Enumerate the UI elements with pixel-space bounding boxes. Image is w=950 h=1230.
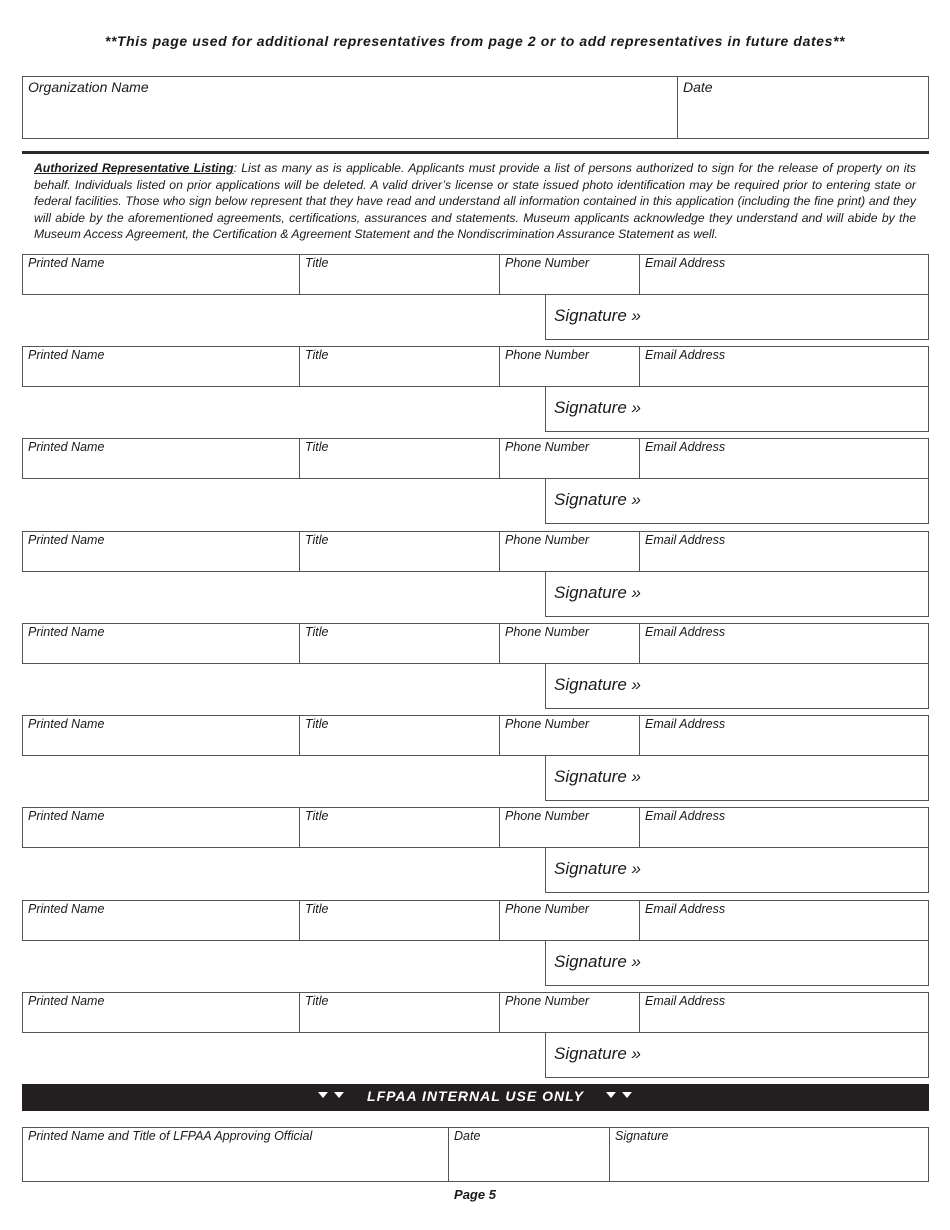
title-label: Title [305,440,329,454]
signature-field[interactable] [545,294,929,340]
printed-name-field[interactable] [22,346,300,387]
signature-field[interactable] [545,478,929,524]
title-label: Title [305,809,329,823]
title-field[interactable] [299,623,500,664]
printed-name-label: Printed Name [28,348,105,362]
phone-number-label: Phone Number [505,994,590,1008]
title-label: Title [305,348,329,362]
phone-number-field[interactable] [499,254,640,295]
printed-name-field[interactable] [22,807,300,848]
signature-label: Signature » [554,306,641,325]
printed-name-label: Printed Name [28,902,105,916]
email-address-field[interactable] [639,900,929,941]
printed-name-label: Printed Name [28,625,105,639]
email-address-label: Email Address [645,348,726,362]
title-label: Title [305,256,329,270]
internal-signature-field[interactable] [609,1127,929,1182]
title-label: Title [305,533,329,547]
internal-date-field[interactable] [448,1127,610,1182]
email-address-field[interactable] [639,807,929,848]
signature-label: Signature » [554,675,641,694]
email-address-label: Email Address [645,717,726,731]
date-field[interactable] [677,76,929,139]
email-address-label: Email Address [645,902,726,916]
signature-label: Signature » [554,583,641,602]
title-field[interactable] [299,807,500,848]
printed-name-label: Printed Name [28,809,105,823]
printed-name-field[interactable] [22,254,300,295]
title-field[interactable] [299,254,500,295]
organization-name-field[interactable] [22,76,678,139]
approving-official-label: Printed Name and Title of LFPAA Approving Official [28,1129,313,1143]
email-address-label: Email Address [645,256,726,270]
phone-number-label: Phone Number [505,625,590,639]
email-address-field[interactable] [639,992,929,1033]
email-address-label: Email Address [645,625,726,639]
internal-use-bar [22,1084,929,1111]
title-field[interactable] [299,715,500,756]
printed-name-label: Printed Name [28,440,105,454]
phone-number-field[interactable] [499,715,640,756]
phone-number-field[interactable] [499,346,640,387]
listing-text: : List as many as is applicable. Applicants must provide a list of persons authorized to sign for the release of property on its behalf. Individuals listed on prior applications will be deleted. A valid driver’s license or state issued photo identification may be required prior to entering state or federal facilities. Those who sign below represent that they have read and understand all information contained in this application (including the fine print) and they will abide by the aforementioned agreements, certifications, assurances and statements. Museum applicants acknowledge they understand and will abide by the Museum Access Agreement, the Certification & Agreement Statement and the Nondiscrimination Assurance Statement as well. [34,161,916,242]
email-address-label: Email Address [645,809,726,823]
phone-number-field[interactable] [499,623,640,664]
signature-label: Signature » [554,1044,641,1063]
signature-label: Signature » [554,952,641,971]
title-field[interactable] [299,346,500,387]
title-field[interactable] [299,900,500,941]
email-address-field[interactable] [639,346,929,387]
phone-number-field[interactable] [499,438,640,479]
internal-date-label: Date [454,1129,481,1143]
phone-number-field[interactable] [499,531,640,572]
signature-field[interactable] [545,1032,929,1078]
caret-down-icon [622,1092,632,1098]
title-label: Title [305,717,329,731]
printed-name-label: Printed Name [28,533,105,547]
printed-name-field[interactable] [22,438,300,479]
page-number: Page 5 [454,1187,496,1202]
email-address-field[interactable] [639,254,929,295]
email-address-field[interactable] [639,531,929,572]
title-field[interactable] [299,438,500,479]
printed-name-field[interactable] [22,715,300,756]
phone-number-label: Phone Number [505,717,590,731]
phone-number-field[interactable] [499,807,640,848]
email-address-field[interactable] [639,715,929,756]
phone-number-label: Phone Number [505,902,590,916]
phone-number-label: Phone Number [505,348,590,362]
phone-number-label: Phone Number [505,440,590,454]
phone-number-label: Phone Number [505,533,590,547]
organization-name-label: Organization Name [28,79,149,95]
signature-field[interactable] [545,571,929,617]
printed-name-field[interactable] [22,623,300,664]
printed-name-field[interactable] [22,992,300,1033]
internal-signature-label: Signature [615,1129,669,1143]
title-label: Title [305,902,329,916]
phone-number-field[interactable] [499,992,640,1033]
signature-field[interactable] [545,663,929,709]
authorized-representative-listing [34,160,916,243]
page-header-note: **This page used for additional representatives from page 2 or to add representatives in future dates** [104,33,846,49]
signature-label: Signature » [554,767,641,786]
phone-number-field[interactable] [499,900,640,941]
signature-field[interactable] [545,755,929,801]
printed-name-label: Printed Name [28,717,105,731]
signature-label: Signature » [554,398,641,417]
email-address-label: Email Address [645,994,726,1008]
phone-number-label: Phone Number [505,256,590,270]
email-address-label: Email Address [645,533,726,547]
approving-official-field[interactable] [22,1127,449,1182]
printed-name-field[interactable] [22,900,300,941]
signature-field[interactable] [545,940,929,986]
title-field[interactable] [299,531,500,572]
signature-label: Signature » [554,490,641,509]
signature-field[interactable] [545,847,929,893]
title-label: Title [305,625,329,639]
printed-name-label: Printed Name [28,994,105,1008]
internal-use-title: LFPAA INTERNAL USE ONLY [367,1088,584,1104]
phone-number-label: Phone Number [505,809,590,823]
signature-field[interactable] [545,386,929,432]
section-divider [22,151,929,154]
title-label: Title [305,994,329,1008]
email-address-field[interactable] [639,438,929,479]
email-address-label: Email Address [645,440,726,454]
email-address-field[interactable] [639,623,929,664]
date-label: Date [683,79,713,95]
printed-name-field[interactable] [22,531,300,572]
signature-label: Signature » [554,859,641,878]
listing-heading: Authorized Representative Listing [34,161,234,175]
title-field[interactable] [299,992,500,1033]
caret-down-icon [606,1092,616,1098]
printed-name-label: Printed Name [28,256,105,270]
